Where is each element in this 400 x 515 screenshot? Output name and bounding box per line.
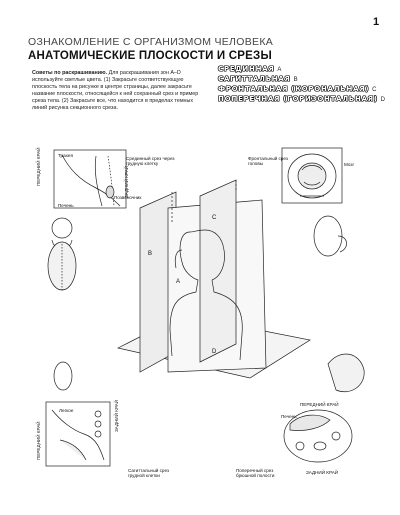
liver-label: Печень (58, 203, 74, 208)
frontal-head-section (282, 148, 342, 203)
plane-letter: A (277, 67, 282, 73)
plane-name: ФРОНТАЛЬНАЯ (КОРОНАЛЬНАЯ) (218, 84, 370, 93)
median-plane (200, 180, 236, 362)
plane-letter: C (372, 87, 377, 93)
frontal-head-caption: Фронтальный срез головы (248, 156, 288, 167)
tips-heading: Советы по раскрашиванию. (32, 70, 108, 76)
tips-body: Для раскрашивания зон A–D используйте светлые цвета. (1) Закрасьте соответствующую плоскость тела на рисунке в центре страницы, далее закрасьте название плоскости, относящейся к ней сохранный срез и пример среза тела. (2) Закрасьте все, что находится в пределах темных линий рисунка секционного среза. (32, 70, 199, 111)
sagittal-section (46, 402, 110, 466)
chapter-subtitle: ОЗНАКОМЛЕНИЕ С ОРГАНИЗМОМ ЧЕЛОВЕКА (28, 36, 274, 48)
plane-name: САГИТТАЛЬНАЯ (218, 74, 291, 83)
brain-label: Мозг (344, 162, 355, 167)
plane-name: ПОПЕРЕЧНАЯ (ГОРИЗОНТАЛЬНАЯ) (218, 94, 378, 103)
front-edge-label: ПЕРЕДНИЙ КРАЙ (36, 147, 41, 186)
page-number: 1 (373, 16, 380, 28)
plane-letter: D (380, 97, 385, 103)
page-title: АНАТОМИЧЕСКИЕ ПЛОСКОСТИ И СРЕЗЫ (28, 50, 272, 62)
plane-letter-b: B (148, 251, 153, 257)
spine-label: Позвоночник (114, 195, 142, 200)
median-section-caption: Срединный срез через грудную клетку (126, 156, 175, 167)
plane-name: СРЕДИННАЯ (218, 64, 275, 73)
back-edge-label-sagittal: ЗАДНИЙ КРАЙ (114, 399, 119, 432)
liver-label-transverse: Печень (281, 414, 297, 419)
plane-letter-c: C (212, 215, 217, 221)
plane-letter: B (293, 77, 298, 83)
lungs-label: Легкое (59, 408, 74, 413)
plane-letter-d: D (212, 349, 217, 355)
sagittal-section-frame (46, 402, 110, 466)
sagittal-section-caption: Сагиттальный срез грудной клетки (128, 468, 170, 479)
plane-letter-a: A (176, 279, 181, 285)
back-edge-label: ЗАДНИЙ КРАЙ (124, 165, 129, 198)
front-edge-label-sagittal: ПЕРЕДНИЙ КРАЙ (36, 421, 41, 460)
back-edge-label-transverse: ЗАДНИЙ КРАЙ (306, 470, 339, 475)
front-edge-label-transverse: ПЕРЕДНИЙ КРАЙ (300, 402, 339, 407)
transverse-section-caption: Поперечный срез брюшной полости (236, 468, 275, 479)
trachea-label: Трахея (58, 153, 73, 158)
